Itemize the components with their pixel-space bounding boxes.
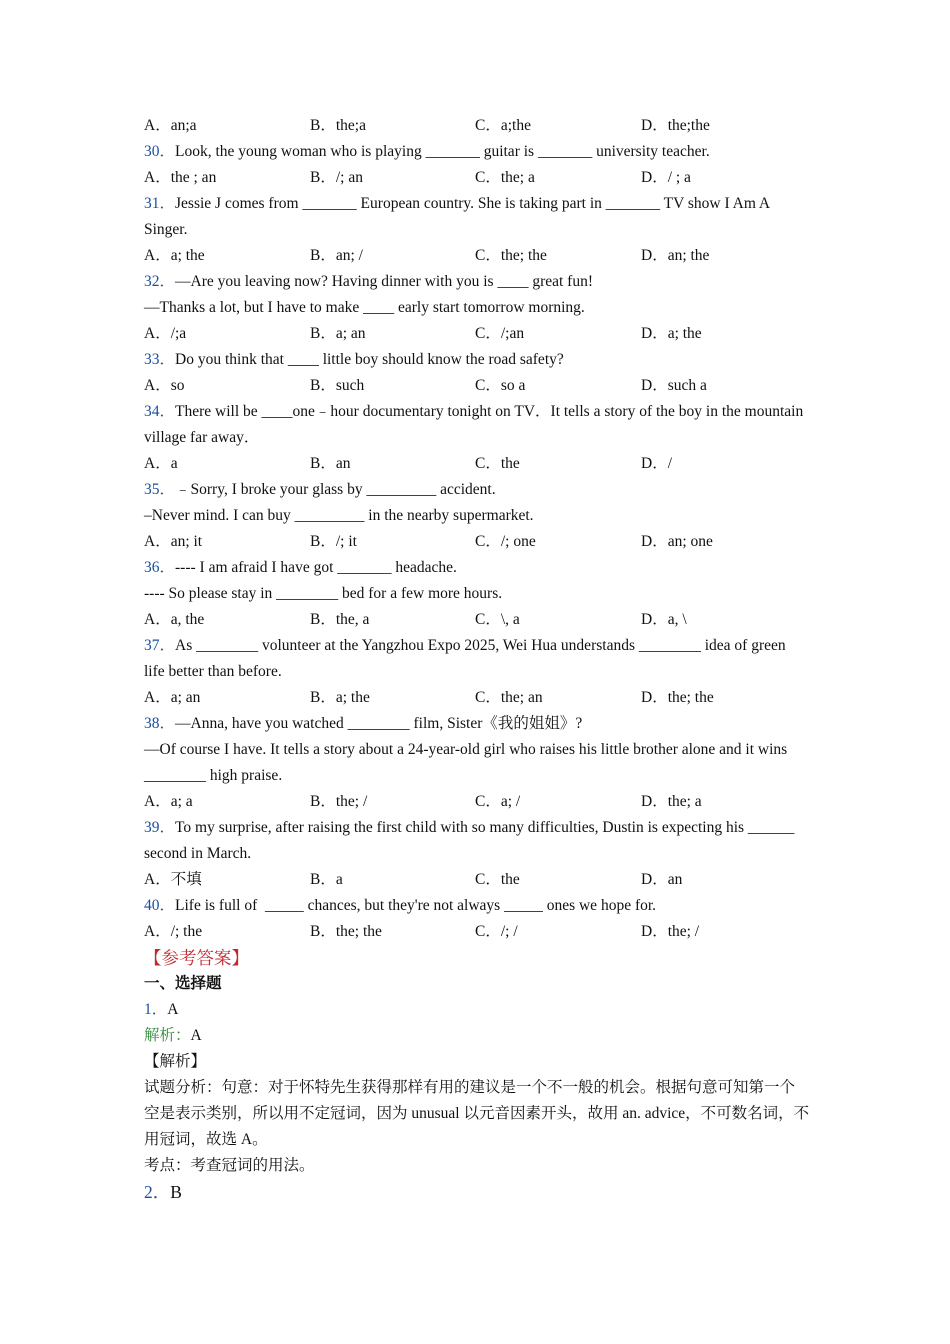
q30-options — [144, 165, 810, 191]
q36-option-a[interactable]: A．a, the — [144, 611, 205, 628]
q33-option-a[interactable]: A．so — [144, 377, 185, 394]
q34-option-d[interactable]: D．/ — [641, 455, 673, 472]
q35-text-2: –Never mind. I can buy _________ in the nearby supermarket. — [144, 507, 534, 524]
q36-options — [144, 607, 810, 633]
q34-option-c[interactable]: C．the — [475, 455, 520, 472]
q39-option-c[interactable]: C．the — [475, 871, 520, 888]
q38-option-d[interactable]: D．the; a — [641, 793, 702, 810]
q38-options — [144, 789, 810, 815]
q38-option-c[interactable]: C．a; / — [475, 793, 521, 810]
q38-option-b[interactable]: B．the; / — [310, 793, 368, 810]
q35-options — [144, 529, 810, 555]
q35-number: 35． — [144, 481, 176, 498]
q31-text: Jessie J comes from _______ European country. She is taking part in _______ TV show I Am A Singer. — [144, 195, 770, 238]
answer-2-value: B — [170, 1182, 182, 1202]
q34-options — [144, 451, 810, 477]
q35-stem — [144, 477, 810, 503]
q32-text-2: —Thanks a lot, but I have to make ____ early start tomorrow morning. — [144, 299, 585, 316]
q38-text-1: —Anna, have you watched ________ film, Sister《我的姐姐》? — [175, 715, 583, 732]
q34-text: There will be ____one﹣hour documentary tonight on TV．It tells a story of the boy in the mountain village far away． — [144, 403, 804, 446]
q38-number: 38． — [144, 715, 176, 732]
q40-number: 40． — [144, 897, 176, 914]
q38-option-a[interactable]: A．a; a — [144, 793, 193, 810]
q36-number: 36． — [144, 559, 176, 576]
q33-option-d[interactable]: D．such a — [641, 377, 707, 394]
q37-option-b[interactable]: B．a; the — [310, 689, 370, 706]
q30-number: 30． — [144, 143, 176, 160]
q35-option-c[interactable]: C．/; one — [475, 533, 536, 550]
q36-text-1: ---- I am afraid I have got _______ headache. — [175, 559, 457, 576]
jiexi-heading: 【解析】 — [144, 1053, 207, 1070]
q29-option-a[interactable]: A．an;a — [144, 117, 197, 134]
q36-option-d[interactable]: D．a, \ — [641, 611, 687, 628]
analysis-value: A — [190, 1027, 202, 1044]
q31-stem — [144, 191, 810, 243]
q37-stem — [144, 633, 810, 685]
q35-option-a[interactable]: A．an; it — [144, 533, 203, 550]
q37-options — [144, 685, 810, 711]
q40-option-d[interactable]: D．the; / — [641, 923, 700, 940]
q29-option-b[interactable]: B．the;a — [310, 117, 366, 134]
q32-options — [144, 321, 810, 347]
q32-stem — [144, 269, 810, 295]
q29-options — [144, 113, 810, 139]
q39-option-a[interactable]: A．不填 — [144, 871, 202, 888]
answer-1-number: 1． — [144, 1001, 168, 1018]
q33-option-c[interactable]: C．so a — [475, 377, 526, 394]
q32-option-c[interactable]: C．/;an — [475, 325, 525, 342]
q30-option-a[interactable]: A．the ; an — [144, 169, 217, 186]
answer-1 — [144, 997, 810, 1023]
q29-option-d[interactable]: D．the;the — [641, 117, 710, 134]
analysis-detail: 试题分析：句意：对于怀特先生获得那样有用的建议是一个不一般的机会。根据句意可知第一个空是表示类别，所以用不定冠词，因为 unusual 以元音因素开头，故用 an. advice，不可数名词，不用冠词，故选 A。 — [144, 1079, 810, 1148]
q31-option-c[interactable]: C．the; the — [475, 247, 547, 264]
q34-stem — [144, 399, 810, 451]
q40-text: Life is full of _____ chances, but they're not always _____ ones we hope for. — [175, 897, 657, 914]
answer-2-number: 2． — [144, 1182, 171, 1202]
q36-stem — [144, 555, 810, 581]
q40-stem — [144, 893, 810, 919]
q38-text-2: —Of course I have. It tells a story about a 24-year-old girl who raises his little brother alone and it wins ________ high praise. — [144, 741, 788, 784]
q36-option-b[interactable]: B．the, a — [310, 611, 370, 628]
q40-option-b[interactable]: B．the; the — [310, 923, 382, 940]
q30-option-c[interactable]: C．the; a — [475, 169, 535, 186]
q34-number: 34． — [144, 403, 176, 420]
q31-option-b[interactable]: B．an; / — [310, 247, 363, 264]
analysis-label: 解析： — [144, 1027, 191, 1044]
q31-number: 31． — [144, 195, 176, 212]
exam-content — [144, 113, 810, 1205]
q40-options — [144, 919, 810, 945]
q35-option-d[interactable]: D．an; one — [641, 533, 713, 550]
q35-text-1: ﹣Sorry, I broke your glass by _________ accident. — [175, 481, 496, 498]
q38-stem — [144, 711, 810, 737]
q33-number: 33． — [144, 351, 176, 368]
q30-option-d[interactable]: D．/ ; a — [641, 169, 691, 186]
q34-option-b[interactable]: B．an — [310, 455, 351, 472]
q40-option-c[interactable]: C．/; / — [475, 923, 518, 940]
q33-stem — [144, 347, 810, 373]
q29-option-c[interactable]: C．a;the — [475, 117, 531, 134]
q40-option-a[interactable]: A．/; the — [144, 923, 203, 940]
answer-2 — [144, 1179, 810, 1205]
q30-stem — [144, 139, 810, 165]
q31-option-a[interactable]: A．a; the — [144, 247, 205, 264]
q33-text: Do you think that ____ little boy should know the road safety? — [175, 351, 564, 368]
q33-option-b[interactable]: B．such — [310, 377, 365, 394]
q37-option-a[interactable]: A．a; an — [144, 689, 201, 706]
q37-text: As ________ volunteer at the Yangzhou Expo 2025, Wei Hua understands ________ idea of green life better than before. — [144, 637, 786, 680]
kaodian-line: 考点：考查冠词的用法。 — [144, 1157, 315, 1174]
q39-option-d[interactable]: D．an — [641, 871, 683, 888]
q36-option-c[interactable]: C．\, a — [475, 611, 520, 628]
q32-number: 32． — [144, 273, 176, 290]
analysis-line — [144, 1023, 810, 1049]
q32-text-1: —Are you leaving now? Having dinner with you is ____ great fun! — [175, 273, 593, 290]
q39-options — [144, 867, 810, 893]
q33-options — [144, 373, 810, 399]
q39-option-b[interactable]: B．a — [310, 871, 343, 888]
q37-number: 37． — [144, 637, 176, 654]
q37-option-d[interactable]: D．the; the — [641, 689, 714, 706]
q39-number: 39． — [144, 819, 176, 836]
answer-1-value: A — [167, 1001, 179, 1018]
q32-option-d[interactable]: D．a; the — [641, 325, 702, 342]
section-heading: 一、选择题 — [144, 975, 222, 992]
q31-option-d[interactable]: D．an; the — [641, 247, 710, 264]
q32-option-b[interactable]: B．a; an — [310, 325, 366, 342]
q31-options — [144, 243, 810, 269]
q30-text: Look, the young woman who is playing _______ guitar is _______ university teacher. — [175, 143, 710, 160]
q32-option-a[interactable]: A．/;a — [144, 325, 187, 342]
q37-option-c[interactable]: C．the; an — [475, 689, 543, 706]
q34-option-a[interactable]: A．a — [144, 455, 178, 472]
q30-option-b[interactable]: B．/; an — [310, 169, 363, 186]
q36-text-2: ---- So please stay in ________ bed for a few more hours. — [144, 585, 503, 602]
answer-key-header: 【参考答案】 — [144, 948, 249, 968]
q39-stem — [144, 815, 810, 867]
q35-option-b[interactable]: B．/; it — [310, 533, 357, 550]
q39-text: To my surprise, after raising the first child with so many difficulties, Dustin is expecting his ______ second in March. — [144, 819, 795, 862]
